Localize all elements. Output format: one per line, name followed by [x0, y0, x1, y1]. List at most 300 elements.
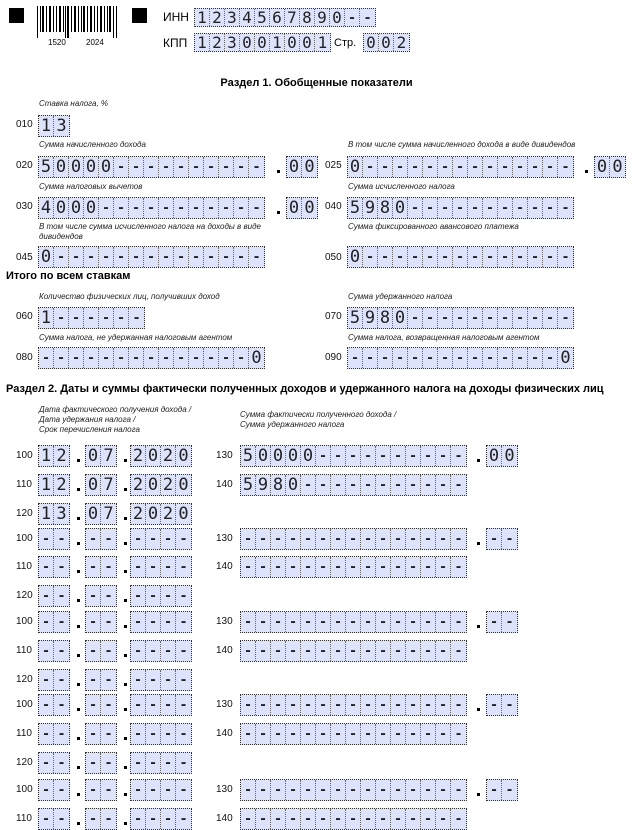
cell[interactable]: -	[204, 348, 219, 368]
cell[interactable]: -	[513, 157, 528, 177]
date-day-field[interactable]	[38, 779, 70, 801]
cell[interactable]: -	[391, 780, 406, 800]
cell[interactable]: 1	[39, 308, 54, 328]
cell[interactable]: -	[146, 670, 161, 690]
cell[interactable]: -	[421, 446, 436, 466]
cell[interactable]: -	[86, 695, 101, 715]
cell[interactable]: -	[161, 809, 176, 829]
cell[interactable]: -	[361, 612, 376, 632]
cell[interactable]: -	[498, 198, 513, 218]
cell[interactable]: -	[423, 348, 438, 368]
cell[interactable]: 0	[178, 446, 189, 466]
date-day-field[interactable]	[38, 556, 70, 578]
cell[interactable]: -	[436, 529, 451, 549]
cell[interactable]: 8	[378, 198, 393, 218]
cell[interactable]: -	[376, 446, 391, 466]
cell[interactable]: -	[436, 475, 451, 495]
cell[interactable]: -	[58, 781, 65, 798]
cell[interactable]: 0	[330, 9, 345, 26]
cell[interactable]: 0	[39, 247, 54, 267]
cell[interactable]: 5	[241, 475, 256, 495]
cell[interactable]: 5	[241, 446, 256, 466]
cell[interactable]: -	[301, 780, 316, 800]
cell[interactable]: -	[105, 725, 112, 742]
field-060-persons-count[interactable]	[38, 307, 145, 329]
cell[interactable]: -	[256, 612, 271, 632]
cell[interactable]: -	[346, 529, 361, 549]
cell[interactable]: -	[219, 198, 234, 218]
cell[interactable]: -	[271, 724, 286, 744]
cell[interactable]: -	[301, 724, 316, 744]
cell[interactable]: -	[58, 725, 65, 742]
cell[interactable]: -	[58, 696, 65, 713]
cell[interactable]: 3	[56, 504, 67, 524]
cell[interactable]: 0	[348, 247, 363, 267]
cell[interactable]: -	[346, 695, 361, 715]
cell[interactable]: -	[189, 247, 204, 267]
cell[interactable]: -	[86, 753, 101, 773]
date-day-field[interactable]	[38, 808, 70, 830]
cell[interactable]: -	[406, 475, 421, 495]
cell[interactable]: 0	[560, 348, 571, 368]
cell[interactable]: -	[391, 809, 406, 829]
cell[interactable]: -	[131, 724, 146, 744]
cell[interactable]: 9	[363, 308, 378, 328]
cell[interactable]: -	[391, 612, 406, 632]
cell[interactable]: -	[363, 157, 378, 177]
cell[interactable]: -	[161, 670, 176, 690]
field-070-withheld-tax[interactable]	[347, 307, 574, 329]
field-040-calculated-tax[interactable]	[347, 197, 574, 219]
cell[interactable]: -	[436, 641, 451, 661]
cell[interactable]: -	[131, 780, 146, 800]
cell[interactable]: -	[131, 612, 146, 632]
cell[interactable]: -	[256, 780, 271, 800]
cell[interactable]: 0	[287, 198, 302, 218]
cell[interactable]: 0	[487, 446, 502, 466]
cell[interactable]: -	[159, 198, 174, 218]
cell[interactable]: -	[39, 695, 54, 715]
cell[interactable]: -	[105, 530, 112, 547]
cell[interactable]: -	[146, 641, 161, 661]
cell[interactable]: -	[133, 309, 140, 326]
date-year-field[interactable]	[130, 503, 192, 525]
cell[interactable]: -	[498, 247, 513, 267]
cell[interactable]: -	[455, 613, 462, 630]
cell[interactable]: -	[54, 348, 69, 368]
cell[interactable]: -	[189, 198, 204, 218]
cell[interactable]: -	[146, 780, 161, 800]
cell[interactable]: -	[364, 8, 371, 26]
date-day-field[interactable]	[38, 528, 70, 550]
cell[interactable]: -	[438, 308, 453, 328]
cell[interactable]: -	[256, 529, 271, 549]
cell[interactable]: -	[406, 641, 421, 661]
cell[interactable]: -	[114, 247, 129, 267]
cell[interactable]: -	[316, 557, 331, 577]
cell[interactable]: -	[361, 724, 376, 744]
cell[interactable]: 8	[300, 9, 315, 26]
cell[interactable]: -	[331, 446, 346, 466]
cell[interactable]: -	[105, 781, 112, 798]
cell[interactable]: -	[455, 558, 462, 575]
cell[interactable]: 7	[103, 475, 114, 495]
cell[interactable]: -	[455, 696, 462, 713]
cell[interactable]: -	[487, 780, 502, 800]
cell[interactable]: -	[105, 642, 112, 659]
cell[interactable]: -	[58, 754, 65, 771]
cell[interactable]: -	[345, 9, 360, 26]
cell[interactable]: -	[436, 724, 451, 744]
cell[interactable]: -	[174, 198, 189, 218]
cell[interactable]: -	[86, 641, 101, 661]
cell[interactable]: -	[189, 157, 204, 177]
cell[interactable]: -	[161, 753, 176, 773]
cell[interactable]: -	[346, 446, 361, 466]
date-month-field[interactable]	[85, 779, 117, 801]
cell[interactable]: 2	[56, 446, 67, 466]
cell[interactable]: 1	[39, 504, 54, 524]
cell[interactable]: 0	[251, 348, 262, 368]
cell[interactable]: 2	[131, 504, 146, 524]
cell[interactable]: -	[421, 529, 436, 549]
field-030-kopecks[interactable]	[286, 197, 318, 219]
cell[interactable]: -	[468, 308, 483, 328]
cell[interactable]: -	[543, 348, 558, 368]
cell[interactable]: -	[39, 557, 54, 577]
cell[interactable]: -	[376, 529, 391, 549]
cell[interactable]: -	[408, 157, 423, 177]
cell[interactable]: -	[376, 809, 391, 829]
cell[interactable]: -	[234, 198, 249, 218]
cell[interactable]: -	[361, 475, 376, 495]
amount-140-field[interactable]	[240, 474, 467, 496]
cell[interactable]: -	[376, 612, 391, 632]
cell[interactable]: -	[204, 157, 219, 177]
date-year-field[interactable]	[130, 723, 192, 745]
cell[interactable]: 0	[69, 157, 84, 177]
amount-140-field[interactable]	[240, 723, 467, 745]
cell[interactable]: -	[316, 780, 331, 800]
date-day-field[interactable]	[38, 611, 70, 633]
cell[interactable]: -	[528, 308, 543, 328]
cell[interactable]: -	[562, 248, 569, 265]
cell[interactable]: 0	[364, 34, 379, 51]
cell[interactable]: -	[301, 529, 316, 549]
cell[interactable]: -	[483, 308, 498, 328]
date-month-field[interactable]	[85, 723, 117, 745]
cell[interactable]: -	[180, 587, 187, 604]
cell[interactable]: -	[453, 308, 468, 328]
cell[interactable]: -	[363, 247, 378, 267]
cell[interactable]: -	[301, 695, 316, 715]
cell[interactable]: -	[131, 641, 146, 661]
field-045-dividend-tax[interactable]	[38, 246, 265, 268]
cell[interactable]: -	[159, 348, 174, 368]
cell[interactable]: -	[271, 529, 286, 549]
cell[interactable]: -	[361, 641, 376, 661]
cell[interactable]: -	[506, 530, 513, 547]
cell[interactable]: -	[39, 529, 54, 549]
cell[interactable]: -	[105, 810, 112, 827]
cell[interactable]: -	[241, 612, 256, 632]
cell[interactable]: -	[316, 529, 331, 549]
cell[interactable]: -	[528, 198, 543, 218]
cell[interactable]: -	[543, 198, 558, 218]
cell[interactable]: -	[69, 247, 84, 267]
cell[interactable]: -	[331, 529, 346, 549]
cell[interactable]: -	[346, 641, 361, 661]
date-year-field[interactable]	[130, 640, 192, 662]
cell[interactable]: -	[286, 641, 301, 661]
cell[interactable]: -	[58, 558, 65, 575]
field-030-deductions[interactable]	[38, 197, 265, 219]
cell[interactable]: -	[180, 558, 187, 575]
cell[interactable]: -	[301, 557, 316, 577]
cell[interactable]: -	[234, 157, 249, 177]
cell[interactable]: -	[438, 198, 453, 218]
cell[interactable]: 0	[69, 198, 84, 218]
field-050-fixed-advance[interactable]	[347, 246, 574, 268]
cell[interactable]: -	[69, 308, 84, 328]
cell[interactable]: -	[376, 641, 391, 661]
cell[interactable]: -	[105, 587, 112, 604]
cell[interactable]: -	[146, 724, 161, 744]
date-year-field[interactable]	[130, 556, 192, 578]
cell[interactable]: -	[562, 158, 569, 175]
cell[interactable]: -	[286, 557, 301, 577]
cell[interactable]: 8	[378, 308, 393, 328]
field-090-returned[interactable]	[347, 347, 574, 369]
cell[interactable]: -	[86, 586, 101, 606]
date-day-field[interactable]	[38, 445, 70, 467]
cell[interactable]: -	[58, 671, 65, 688]
cell[interactable]: -	[256, 809, 271, 829]
cell[interactable]: -	[421, 641, 436, 661]
cell[interactable]: -	[528, 247, 543, 267]
cell[interactable]: -	[406, 780, 421, 800]
cell[interactable]: -	[423, 308, 438, 328]
amount-130-field[interactable]	[240, 694, 467, 716]
cell[interactable]: -	[376, 695, 391, 715]
cell[interactable]: -	[483, 157, 498, 177]
cell[interactable]: -	[423, 157, 438, 177]
cell[interactable]: -	[455, 642, 462, 659]
cell[interactable]: 1	[39, 116, 54, 136]
cell[interactable]: -	[506, 781, 513, 798]
cell[interactable]: -	[331, 641, 346, 661]
date-day-field[interactable]	[38, 585, 70, 607]
cell[interactable]: -	[146, 753, 161, 773]
cell[interactable]: -	[84, 308, 99, 328]
cell[interactable]: -	[144, 348, 159, 368]
date-month-field[interactable]	[85, 445, 117, 467]
cell[interactable]: -	[99, 348, 114, 368]
cell[interactable]: -	[455, 810, 462, 827]
cell[interactable]: -	[234, 247, 249, 267]
cell[interactable]: -	[423, 198, 438, 218]
cell[interactable]: -	[271, 809, 286, 829]
cell[interactable]: -	[421, 809, 436, 829]
cell[interactable]: -	[241, 529, 256, 549]
cell[interactable]: 9	[315, 9, 330, 26]
cell[interactable]: -	[406, 529, 421, 549]
cell[interactable]: -	[234, 348, 249, 368]
cell[interactable]: 0	[255, 34, 270, 51]
cell[interactable]: -	[204, 198, 219, 218]
cell[interactable]: -	[421, 475, 436, 495]
cell[interactable]: -	[378, 348, 393, 368]
cell[interactable]: -	[180, 696, 187, 713]
cell[interactable]: 2	[56, 475, 67, 495]
cell[interactable]: -	[436, 780, 451, 800]
cell[interactable]: -	[114, 198, 129, 218]
cell[interactable]: -	[256, 695, 271, 715]
cell[interactable]: -	[129, 348, 144, 368]
cell[interactable]: -	[361, 809, 376, 829]
cell[interactable]: 0	[304, 157, 315, 177]
cell[interactable]: -	[286, 724, 301, 744]
cell[interactable]: -	[86, 612, 101, 632]
cell[interactable]: -	[361, 557, 376, 577]
cell[interactable]: 0	[146, 504, 161, 524]
cell[interactable]: 0	[146, 475, 161, 495]
cell[interactable]: 3	[225, 34, 240, 51]
cell[interactable]: -	[301, 475, 316, 495]
cell[interactable]: -	[483, 247, 498, 267]
amount-130-field[interactable]	[240, 779, 467, 801]
cell[interactable]: 0	[271, 446, 286, 466]
amount-140-field[interactable]	[240, 640, 467, 662]
cell[interactable]: 0	[178, 504, 189, 524]
cell[interactable]: -	[146, 612, 161, 632]
cell[interactable]: -	[543, 157, 558, 177]
cell[interactable]: -	[161, 612, 176, 632]
cell[interactable]: -	[39, 780, 54, 800]
cell[interactable]: 7	[285, 9, 300, 26]
cell[interactable]: -	[219, 157, 234, 177]
cell[interactable]: -	[84, 247, 99, 267]
amount-130-field[interactable]	[240, 445, 467, 467]
cell[interactable]: -	[301, 809, 316, 829]
cell[interactable]: 0	[300, 34, 315, 51]
cell[interactable]: -	[487, 695, 502, 715]
cell[interactable]: 1	[270, 34, 285, 51]
cell[interactable]: -	[406, 557, 421, 577]
cell[interactable]: 0	[178, 475, 189, 495]
cell[interactable]: -	[346, 557, 361, 577]
cell[interactable]: -	[219, 348, 234, 368]
cell[interactable]: -	[331, 780, 346, 800]
cell[interactable]: -	[513, 198, 528, 218]
cell[interactable]: 4	[39, 198, 54, 218]
cell[interactable]: -	[421, 612, 436, 632]
cell[interactable]: 5	[348, 198, 363, 218]
cell[interactable]: -	[436, 446, 451, 466]
cell[interactable]: -	[391, 695, 406, 715]
cell[interactable]: 1	[39, 446, 54, 466]
cell[interactable]: -	[161, 529, 176, 549]
cell[interactable]: -	[286, 529, 301, 549]
date-day-field[interactable]	[38, 752, 70, 774]
cell[interactable]: -	[114, 308, 129, 328]
cell[interactable]: -	[487, 529, 502, 549]
cell[interactable]: -	[408, 247, 423, 267]
cell[interactable]: 0	[99, 157, 114, 177]
date-year-field[interactable]	[130, 585, 192, 607]
cell[interactable]: -	[376, 724, 391, 744]
cell[interactable]: -	[316, 475, 331, 495]
cell[interactable]: -	[256, 557, 271, 577]
date-month-field[interactable]	[85, 694, 117, 716]
cell[interactable]: 0	[285, 34, 300, 51]
cell[interactable]: -	[174, 157, 189, 177]
cell[interactable]: -	[146, 695, 161, 715]
cell[interactable]: -	[241, 780, 256, 800]
cell[interactable]: -	[39, 724, 54, 744]
cell[interactable]: -	[189, 348, 204, 368]
date-year-field[interactable]	[130, 611, 192, 633]
cell[interactable]: 3	[225, 9, 240, 26]
cell[interactable]: -	[286, 695, 301, 715]
date-day-field[interactable]	[38, 640, 70, 662]
cell[interactable]: -	[391, 724, 406, 744]
cell[interactable]: -	[286, 612, 301, 632]
cell[interactable]: -	[99, 308, 114, 328]
cell[interactable]: -	[378, 157, 393, 177]
cell[interactable]: -	[131, 753, 146, 773]
cell[interactable]: -	[54, 308, 69, 328]
cell[interactable]: 0	[146, 446, 161, 466]
field-020-kopecks[interactable]	[286, 156, 318, 178]
cell[interactable]: -	[144, 198, 159, 218]
cell[interactable]: -	[271, 557, 286, 577]
cell[interactable]: -	[105, 671, 112, 688]
cell[interactable]: -	[131, 695, 146, 715]
cell[interactable]: -	[316, 641, 331, 661]
amount-kopecks-field[interactable]	[486, 528, 518, 550]
cell[interactable]: -	[159, 157, 174, 177]
cell[interactable]: -	[438, 247, 453, 267]
cell[interactable]: -	[286, 809, 301, 829]
cell[interactable]: 0	[84, 198, 99, 218]
cell[interactable]: -	[241, 695, 256, 715]
cell[interactable]: -	[543, 308, 558, 328]
cell[interactable]: -	[180, 725, 187, 742]
cell[interactable]: -	[86, 529, 101, 549]
cell[interactable]: 1	[195, 34, 210, 51]
cell[interactable]: 0	[54, 198, 69, 218]
cell[interactable]: -	[86, 557, 101, 577]
cell[interactable]: -	[39, 586, 54, 606]
cell[interactable]: -	[506, 696, 513, 713]
amount-kopecks-field[interactable]	[486, 694, 518, 716]
cell[interactable]: -	[483, 348, 498, 368]
cell[interactable]: -	[241, 809, 256, 829]
cell[interactable]: -	[241, 641, 256, 661]
cell[interactable]: 0	[54, 157, 69, 177]
cell[interactable]: -	[99, 198, 114, 218]
cell[interactable]: 7	[103, 446, 114, 466]
cell[interactable]: 2	[210, 9, 225, 26]
cell[interactable]: -	[406, 612, 421, 632]
cell[interactable]: -	[84, 348, 99, 368]
cell[interactable]: -	[346, 724, 361, 744]
cell[interactable]: 0	[86, 475, 101, 495]
cell[interactable]: -	[174, 247, 189, 267]
cell[interactable]: -	[144, 157, 159, 177]
date-year-field[interactable]	[130, 474, 192, 496]
